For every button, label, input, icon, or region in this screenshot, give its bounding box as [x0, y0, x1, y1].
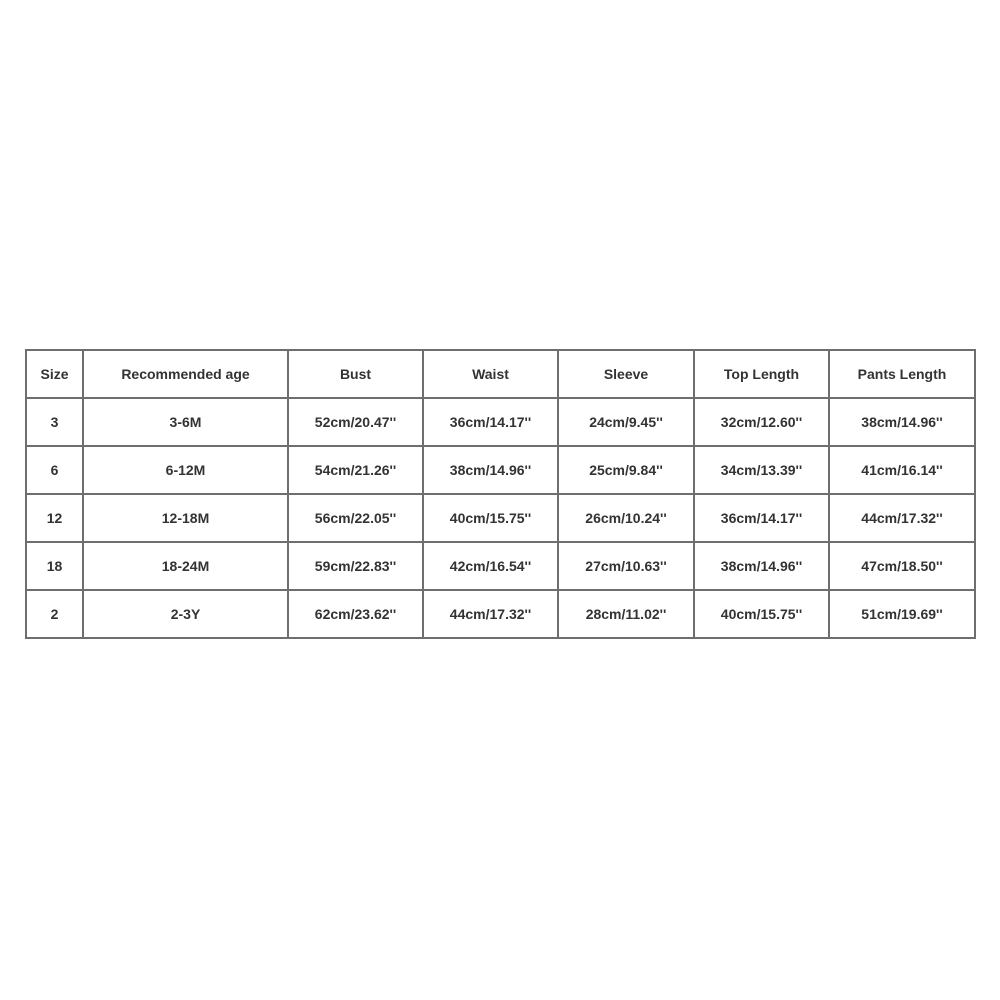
header-bust: Bust [288, 350, 423, 398]
table-row [26, 542, 975, 590]
cell-sleeve: 28cm/11.02'' [558, 590, 694, 638]
header-recommended-age: Recommended age [83, 350, 288, 398]
cell-recommended-age: 18-24M [83, 542, 288, 590]
cell-waist: 40cm/15.75'' [423, 494, 558, 542]
cell-waist: 44cm/17.32'' [423, 590, 558, 638]
cell-recommended-age: 12-18M [83, 494, 288, 542]
header-waist: Waist [423, 350, 558, 398]
cell-waist: 36cm/14.17'' [423, 398, 558, 446]
cell-pants-length: 41cm/16.14'' [829, 446, 975, 494]
cell-bust: 56cm/22.05'' [288, 494, 423, 542]
table-header-row [26, 350, 975, 398]
cell-waist: 38cm/14.96'' [423, 446, 558, 494]
header-pants-length: Pants Length [829, 350, 975, 398]
cell-sleeve: 24cm/9.45'' [558, 398, 694, 446]
cell-waist: 42cm/16.54'' [423, 542, 558, 590]
cell-size: 3 [26, 398, 83, 446]
table-row [26, 590, 975, 638]
cell-top-length: 38cm/14.96'' [694, 542, 829, 590]
header-top-length: Top Length [694, 350, 829, 398]
table-row [26, 494, 975, 542]
cell-size: 18 [26, 542, 83, 590]
size-chart-table [25, 349, 976, 639]
table-row [26, 446, 975, 494]
cell-bust: 59cm/22.83'' [288, 542, 423, 590]
cell-pants-length: 51cm/19.69'' [829, 590, 975, 638]
cell-top-length: 34cm/13.39'' [694, 446, 829, 494]
cell-pants-length: 44cm/17.32'' [829, 494, 975, 542]
cell-sleeve: 25cm/9.84'' [558, 446, 694, 494]
cell-size: 12 [26, 494, 83, 542]
cell-sleeve: 27cm/10.63'' [558, 542, 694, 590]
cell-recommended-age: 3-6M [83, 398, 288, 446]
header-sleeve: Sleeve [558, 350, 694, 398]
cell-bust: 52cm/20.47'' [288, 398, 423, 446]
header-size: Size [26, 350, 83, 398]
cell-pants-length: 38cm/14.96'' [829, 398, 975, 446]
cell-top-length: 40cm/15.75'' [694, 590, 829, 638]
cell-bust: 62cm/23.62'' [288, 590, 423, 638]
cell-sleeve: 26cm/10.24'' [558, 494, 694, 542]
cell-top-length: 32cm/12.60'' [694, 398, 829, 446]
table-row [26, 398, 975, 446]
cell-pants-length: 47cm/18.50'' [829, 542, 975, 590]
cell-recommended-age: 2-3Y [83, 590, 288, 638]
cell-size: 2 [26, 590, 83, 638]
cell-top-length: 36cm/14.17'' [694, 494, 829, 542]
cell-recommended-age: 6-12M [83, 446, 288, 494]
cell-bust: 54cm/21.26'' [288, 446, 423, 494]
cell-size: 6 [26, 446, 83, 494]
